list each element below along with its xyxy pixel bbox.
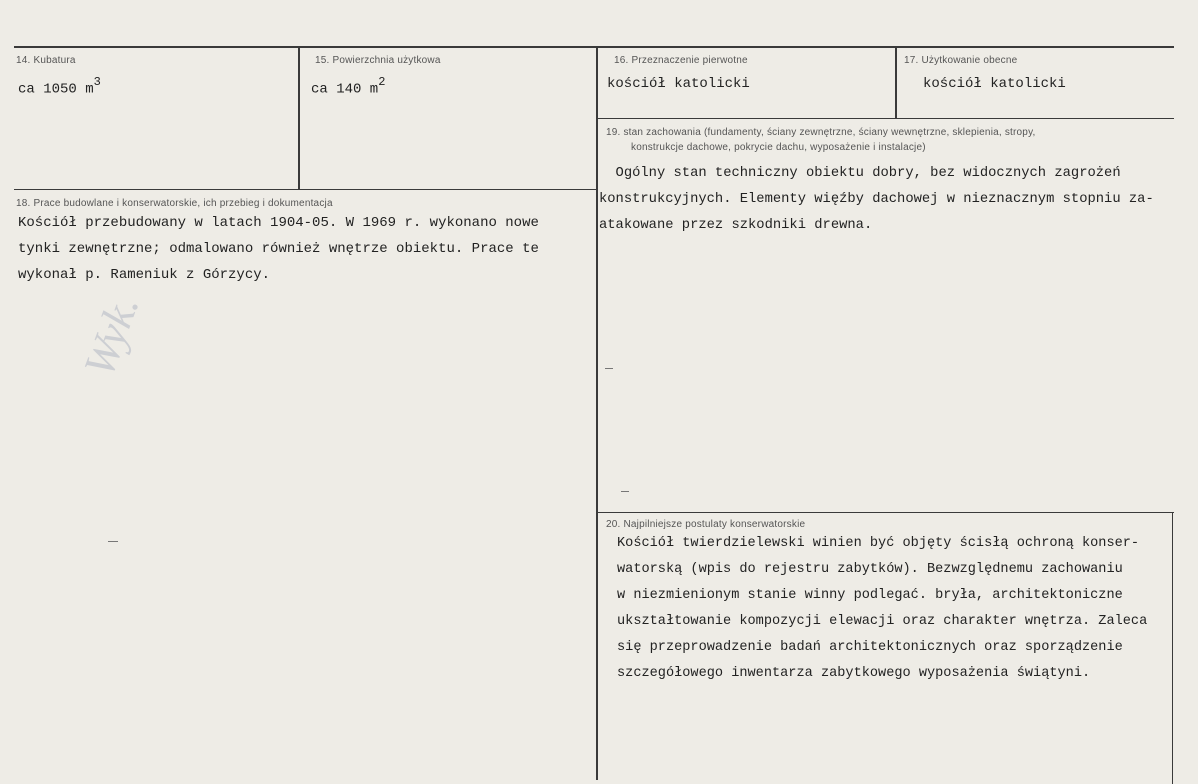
field-18-text: Kościół przebudowany w latach 1904-05. W 1969 r. wykonano nowe tynki zewnętrzne; odmalowano również wnętrze obiektu. Prace te wykonał p. Rameniuk z Górzycy. (18, 215, 539, 283)
field-20-label: 20. Najpilniejsze postulaty konserwatorskie (606, 519, 806, 530)
field-19-label-line1: 19. stan zachowania (fundamenty, ściany zewnętrzne, ściany wewnętrzne, sklepienia, stropy, (606, 127, 1036, 138)
field-14-text: ca 1050 m (18, 81, 94, 98)
field-14-label: 14. Kubatura (16, 55, 76, 66)
field-14-value (18, 77, 101, 98)
field-20-text: Kościół twierdzielewski winien być objęty ścisłą ochroną konser- watorską (wpis do rejestru zabytków). Bezwzględnemu zachowaniu w niezmienionym stanie winny podlegać. bryła, architektoniczne ukształtowanie kompozycji elewacji oraz charakter wnętrza. Zaleca się przeprowadzenie badań architektonicznych oraz sporządzenie szczegółowego inwentarza zabytkowego wyposażenia świątyni. (617, 536, 1148, 681)
divider-14-15 (298, 48, 300, 190)
pencil-signature: Wyk. (74, 288, 149, 383)
top-rule (14, 46, 1174, 48)
pencil-mark (621, 491, 629, 492)
field-15-unit-exponent: 2 (378, 75, 386, 89)
right-edge-bottom (1172, 513, 1173, 784)
field-15-value (311, 77, 385, 98)
field-14-unit-exponent: 3 (93, 75, 101, 89)
field-19-text: Ogólny stan techniczny obiektu dobry, bez widocznych zagrożeń konstrukcyjnych. Elementy więźby dachowej w nieznacznym stopniu za- atakowane przez szkodniki drewna. (599, 166, 1154, 233)
divider-main-vertical (596, 48, 598, 780)
field-17-value: kościół katolicki (923, 76, 1066, 92)
rule-under-16-17 (598, 118, 1174, 119)
rule-above-20 (598, 512, 1174, 513)
field-17-label: 17. Użytkowanie obecne (904, 55, 1018, 66)
field-16-value: kościół katolicki (607, 76, 750, 92)
field-16-label: 16. Przeznaczenie pierwotne (614, 55, 748, 66)
field-15-text: ca 140 m (311, 81, 379, 98)
divider-16-17 (895, 48, 897, 118)
field-15-label: 15. Powierzchnia użytkowa (315, 55, 441, 66)
pencil-mark (108, 541, 118, 542)
rule-under-14-15 (14, 189, 596, 190)
field-18-label: 18. Prace budowlane i konserwatorskie, ich przebieg i dokumentacja (16, 198, 333, 209)
pencil-mark (605, 368, 613, 369)
field-19-label-line2: konstrukcje dachowe, pokrycie dachu, wyposażenie i instalacje) (631, 142, 926, 153)
